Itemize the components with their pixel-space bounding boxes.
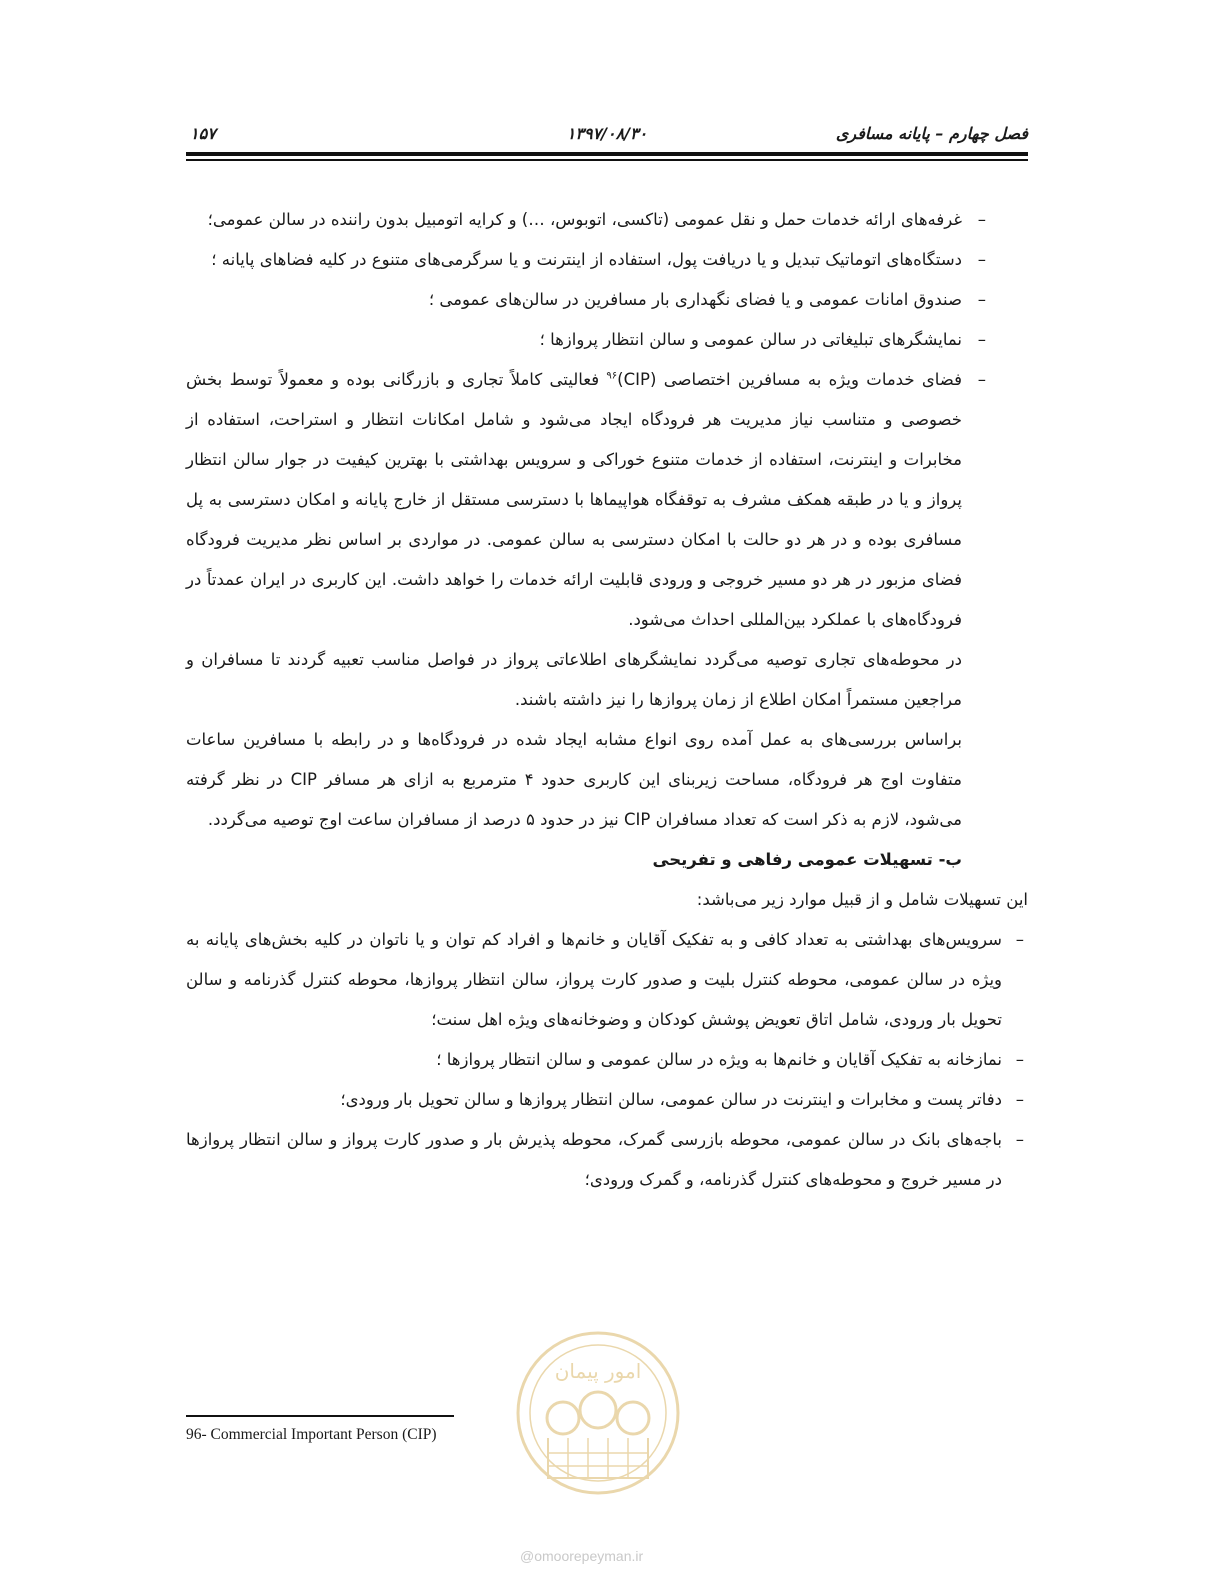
- list-item: [186, 240, 1028, 280]
- list-item: [186, 1080, 1028, 1120]
- watermark-url: @omoorepeyman.ir: [520, 1548, 644, 1564]
- facilities-list: [186, 200, 1028, 640]
- seal-logo-icon: [508, 1318, 688, 1508]
- body-text: [186, 200, 1028, 1200]
- paragraph-display-recommendation: در محوطه‌های تجاری توصیه می‌گردد نمایشگرهای اطلاعاتی پرواز در فواصل مناسب تعبیه گردند تا مسافران و مراجعین مستمراً امکان اطلاع از زمان پروازها را نیز داشته باشند.: [186, 650, 962, 709]
- list-dash: –: [1015, 930, 1024, 949]
- list-item: [186, 200, 1028, 240]
- list-dash: –: [1015, 1050, 1024, 1069]
- header-rule-thin: [186, 159, 1028, 161]
- list-item: [186, 1120, 1028, 1200]
- footnote: 96- Commercial Important Person (CIP): [186, 1426, 437, 1443]
- cip-list-item: [186, 360, 1028, 640]
- stamp-text: امور پیمان: [554, 1359, 642, 1383]
- footnote-reference: ۹۶: [606, 370, 618, 382]
- section-intro: این تسهیلات شامل و از قبیل موارد زیر می‌باشد:: [696, 890, 1028, 909]
- list-dash: –: [977, 330, 986, 349]
- header-date: ۱۳۹۷/۰۸/۳۰: [566, 124, 648, 143]
- chapter-title: فصل چهارم – پایانه مسافری: [835, 124, 1028, 143]
- list-item-text: باجه‌های بانک در سالن عمومی، محوطه بازرسی گمرک، محوطه پذیرش بار و صدور کارت پرواز و سالن انتظار پروازها در مسیر خروج و محوطه‌های کنترل گذرنامه، و گمرک ورودی؛: [186, 1130, 1002, 1189]
- list-item-text: نمازخانه به تفکیک آقایان و خانم‌ها به ویژه در سالن عمومی و سالن انتظار پروازها ؛: [436, 1050, 1002, 1069]
- list-dash: –: [1015, 1130, 1024, 1149]
- list-item-text: دستگاه‌های اتوماتیک تبدیل و یا دریافت پول، استفاده از اینترنت و یا سرگرمی‌های متنوع در کلیه فضاهای پایانه ؛: [211, 250, 962, 269]
- list-dash: –: [1015, 1090, 1024, 1109]
- list-item: [186, 1040, 1028, 1080]
- list-item: [186, 280, 1028, 320]
- list-item-text: سرویس‌های بهداشتی به تعداد کافی و به تفکیک آقایان و خانم‌ها و افراد کم توان و یا ناتوان در کلیه بخش‌های پایانه به ویژه در سالن عمومی، محوطه کنترل بلیت و صدور کارت پرواز، سالن انتظار پروازها، محوطه کنترل گذرنامه و سالن تحویل بار ورودی، شامل اتاق تعویض پوشش کودکان و وضوخانه‌های ویژه اهل سنت؛: [186, 930, 1002, 1029]
- list-dash: –: [977, 290, 986, 309]
- list-item: [186, 920, 1028, 1040]
- list-dash: –: [977, 210, 986, 229]
- page-number: ۱۵۷: [190, 124, 216, 143]
- footnote-rule: [186, 1415, 454, 1417]
- list-item-text: غرفه‌های ارائه خدمات حمل و نقل عمومی (تاکسی، اتوبوس، …) و کرایه اتومبیل بدون راننده در سالن عمومی؛: [207, 210, 962, 229]
- list-item: [186, 320, 1028, 360]
- section-heading: ب- تسهیلات عمومی رفاهی و تفریحی: [652, 850, 962, 869]
- list-dash: –: [977, 370, 986, 389]
- cip-text-rest: فعالیتی کاملاً تجاری و بازرگانی بوده و معمولاً توسط بخش خصوصی و متناسب نیاز مدیریت هر فرودگاه ایجاد می‌شود و شامل امکانات انتظار و استراحت، استفاده از مخابرات و اینترنت، استفاده از خدمات متنوع خوراکی و سرویس بهداشتی با بهترین کیفیت در جوار سالن انتظار پرواز و یا در طبقه همکف مشرف به توقفگاه هواپیماها با دسترسی مستقل از خارج پایانه و امکان دسترسی به پل مسافری بوده و در هر دو حالت با امکان دسترسی به سالن عمومی. در مواردی بر اساس نظر مدیریت فرودگاه فضای مزبور در هر دو مسیر خروجی و ورودی قابلیت ارائه خدمات را خواهد داشت. این کاربری در ایران عمدتاً در فرودگاه‌های با عملکرد بین‌المللی احداث می‌شود.: [186, 370, 962, 629]
- paragraph-cip-area: براساس بررسی‌های به عمل آمده روی انواع مشابه ایجاد شده در فرودگاه‌ها و در رابطه با مسافرین ساعات متفاوت اوج هر فرودگاه، مساحت زیربنای این کاربری حدود ۴ مترمربع به ازای هر مسافر CIP در نظر گرفته می‌شود، لازم به ذکر است که تعداد مسافران CIP نیز در حدود ۵ درصد از مسافران ساعت اوج توصیه می‌گردد.: [186, 730, 962, 829]
- public-facilities-list: [186, 920, 1028, 1200]
- page-header: [186, 118, 1028, 148]
- list-dash: –: [977, 250, 986, 269]
- header-rule-thick: [186, 152, 1028, 156]
- list-item-text: صندوق امانات عمومی و یا فضای نگهداری بار مسافرین در سالن‌های عمومی ؛: [428, 290, 962, 309]
- cip-text-start: فضای خدمات ویژه به مسافرین اختصاصی (CIP): [617, 370, 962, 389]
- list-item-text: نمایشگرهای تبلیغاتی در سالن عمومی و سالن انتظار پروازها ؛: [539, 330, 962, 349]
- list-item-text: دفاتر پست و مخابرات و اینترنت در سالن عمومی، سالن انتظار پروازها و سالن تحویل بار ورودی؛: [340, 1090, 1002, 1109]
